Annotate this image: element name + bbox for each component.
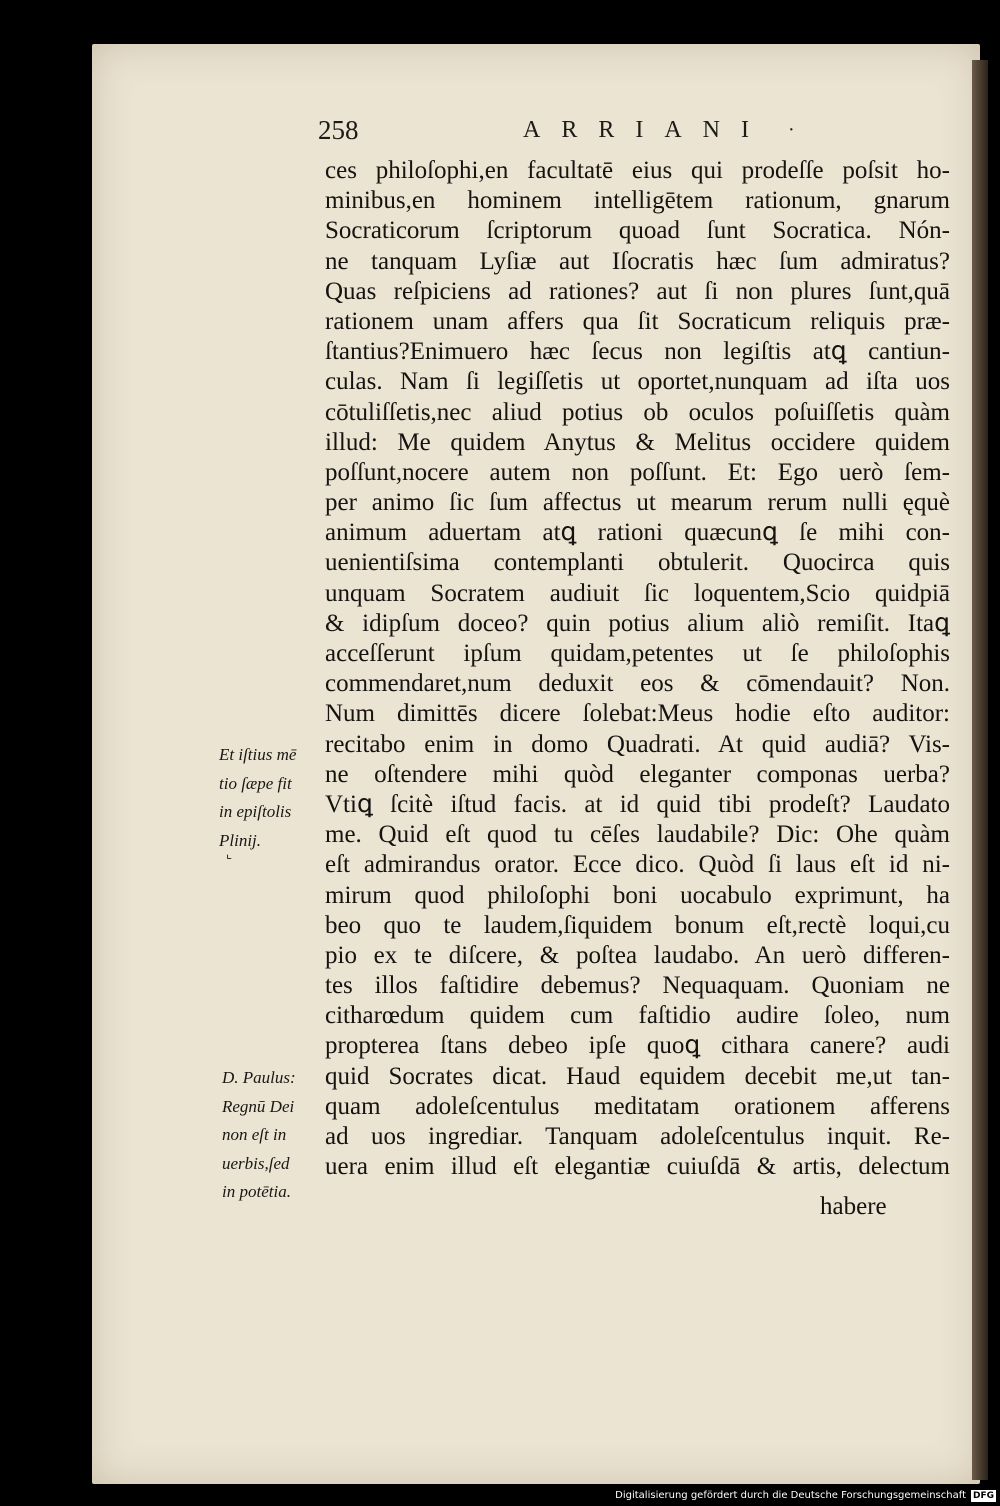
text-line: cōtuliſſetis,nec aliud potius ob oculos poſuiſſetis quàm (325, 398, 950, 426)
text-line: rationem unam affers qua ſit Socraticum reliquis præ- (325, 307, 950, 335)
dfg-logo: DFG (972, 1491, 994, 1501)
text-line: Num dimittēs dicere ſolebat:Meus hodie eſto auditor: (325, 700, 950, 728)
text-line: Quas reſpiciens ad rationes? aut ſi non plures ſunt,quā (325, 277, 950, 305)
text-line: animum aduertam atꝗ rationi quæcunꝗ ſe mihi con- (325, 519, 950, 547)
margin-note-line: in potētia. (222, 1182, 291, 1201)
text-line: per animo ſic ſum affectus ut mearum rerum nulli ęquè (325, 489, 950, 517)
margin-note-paulus (222, 1064, 322, 1207)
text-line: minibus,en hominem intelligētem rationum, gnarum (325, 187, 950, 215)
text-line: unquam Socratem audiuit ſic loquentem,Scio quidpiā (325, 579, 950, 607)
text-line: pio ex te diſcere, & poſtea laudabo. An uerò differen- (325, 941, 950, 969)
footer-credit: Digitalisierung gefördert durch die Deutsche Forschungsgemeinschaft (615, 1490, 966, 1501)
margin-note-line: non eſt in (222, 1125, 287, 1144)
body-text (325, 156, 950, 1182)
text-line: uenientiſsima contemplanti obtulerit. Quocirca quis (325, 549, 950, 577)
text-line: acceſſerunt ipſum quidam,petentes ut ſe philoſophis (325, 640, 950, 667)
text-line: ne tanquam Lyſiæ aut Iſocratis hæc ſum admiratus? (325, 247, 950, 275)
page-header (318, 112, 958, 148)
margin-note-line: uerbis,ſed (222, 1153, 290, 1173)
text-line: mirum quod philoſophi boni uocabulo exprimunt, ha (325, 881, 950, 909)
text-line: beo quo te laudem,ſiquidem bonum eſt,rectè loqui,cu (325, 911, 950, 939)
margin-tick-mark: ⌞ (226, 846, 233, 861)
text-line: illud: Me quidem Anytus & Melitus occidere quidem (325, 428, 950, 456)
margin-note-line: Et iſtius mē (219, 745, 297, 764)
catchword: habere (820, 1193, 887, 1220)
header-ornament: · (788, 119, 795, 141)
text-line: ne oſtendere mihi quòd eleganter componas uerba? (325, 760, 950, 788)
page-edge-shadow (972, 60, 988, 1480)
text-line: commendaret,num deduxit eos & cōmendauit? Non. (325, 670, 950, 698)
text-line: citharœdum quidem cum faſtidio audire ſoleo, num (325, 1002, 950, 1030)
text-line: Vtiꝗ ſcitè iſtud facis. at id quid tibi prodeſt? Laudato (325, 790, 950, 818)
text-line: propterea ſtans debeo ipſe quoꝗ cithara canere? audi (325, 1032, 950, 1060)
text-line: ces philoſophi,en facultatē eius qui prodeſſe poſsit ho- (325, 157, 950, 184)
text-line: uera enim illud eſt elegantiæ cuiuſdā & artis, delectum (325, 1153, 950, 1181)
running-title: ARRIANI (523, 117, 770, 143)
text-line: ad uos ingrediar. Tanquam adoleſcentulus inquit. Re- (325, 1123, 950, 1150)
text-line: Socraticorum ſcriptorum quoad ſunt Socratica. Nón- (325, 217, 950, 245)
margin-note-line: D. Paulus: (222, 1068, 296, 1087)
footer-bar (0, 1484, 1000, 1506)
text-line: quam adoleſcentulus meditatam orationem afferens (325, 1092, 950, 1120)
margin-note-line: in epiſtolis (219, 802, 292, 821)
margin-note-line: Regnū Dei (222, 1096, 295, 1116)
text-line: ſtantius?Enimuero hæc ſecus non legiſtis atꝗ cantiun- (325, 338, 950, 366)
text-line: eſt admirandus orator. Ecce dico. Quòd ſi laus eſt id ni- (325, 851, 950, 879)
text-line: & idipſum doceo? quin potius alium aliò remiſit. Itaꝗ (325, 609, 950, 637)
text-line: recitabo enim in domo Quadrati. At quid audiā? Vis- (325, 730, 950, 758)
page-number: 258 (318, 115, 359, 145)
text-line: me. Quid eſt quod tu cēſes laudabile? Dic: Ohe quàm (325, 821, 950, 849)
text-line: poſſunt,nocere autem non poſſunt. Et: Ego uerò ſem- (325, 458, 950, 486)
text-line: tes illos faſtidire debemus? Nequaquam. Quoniam ne (325, 972, 950, 1000)
margin-note-plinius (219, 741, 319, 855)
text-line: culas. Nam ſi legiſſetis ut oportet,nunquam ad iſta uos (325, 368, 950, 396)
margin-note-line: Plinij. (219, 830, 262, 850)
margin-note-line: tio ſæpe fit (219, 773, 292, 793)
text-line: quid Socrates dicat. Haud equidem decebit me,ut tan- (325, 1062, 950, 1090)
